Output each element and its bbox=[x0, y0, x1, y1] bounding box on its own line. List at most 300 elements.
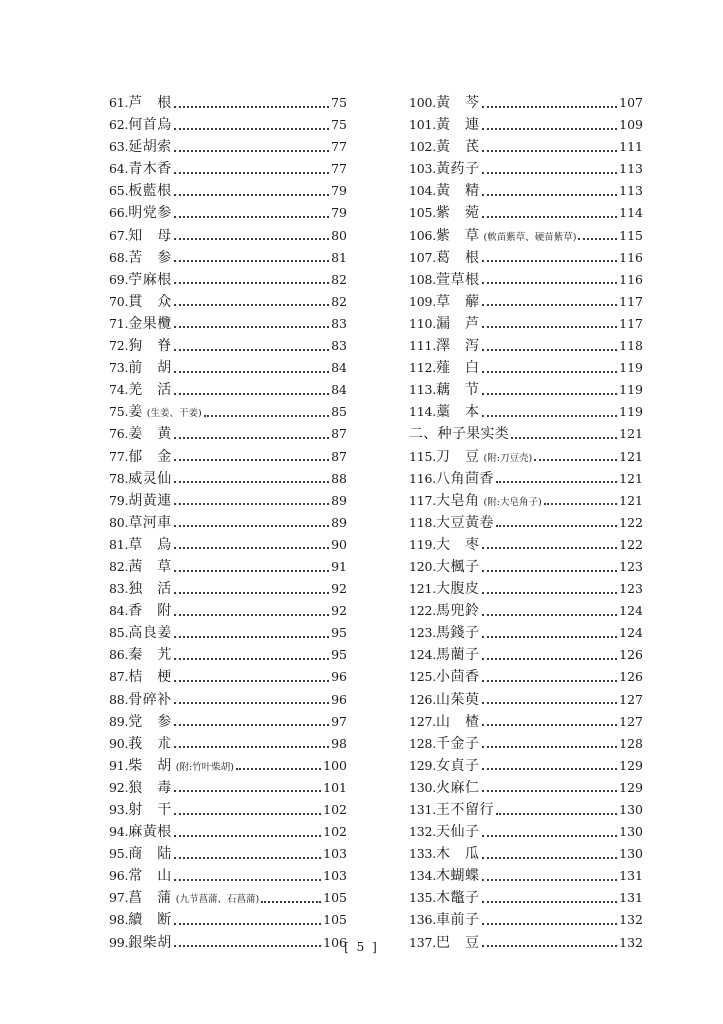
toc-entry bbox=[409, 114, 643, 136]
entry-title: 八角茴香 bbox=[436, 470, 495, 487]
toc-entry bbox=[109, 247, 347, 269]
dot-leader bbox=[482, 914, 618, 925]
dot-leader bbox=[174, 781, 321, 792]
entry-number: 137. bbox=[409, 934, 437, 950]
entry-page-number: 121 bbox=[619, 448, 643, 464]
toc-entry bbox=[409, 291, 643, 313]
entry-number: 82. bbox=[109, 558, 129, 574]
entry-title: 木 瓜 bbox=[436, 846, 480, 863]
entry-number: 129. bbox=[409, 757, 437, 773]
entry-number: 92. bbox=[109, 779, 129, 795]
entry-page-number: 96 bbox=[331, 691, 347, 707]
dot-leader bbox=[482, 715, 618, 726]
entry-title: 澤 泻 bbox=[436, 338, 480, 355]
entry-page-number: 81 bbox=[331, 249, 347, 265]
toc-entry bbox=[109, 92, 347, 114]
entry-page-number: 96 bbox=[331, 669, 347, 685]
entry-title: 郁 金 bbox=[128, 448, 172, 465]
entry-number: 118. bbox=[409, 514, 437, 530]
dot-leader bbox=[534, 450, 617, 461]
entry-page-number: 109 bbox=[619, 117, 643, 133]
entry-number: 108. bbox=[409, 271, 437, 287]
entry-title: 藕 节 bbox=[436, 382, 480, 399]
toc-entry bbox=[109, 733, 347, 755]
entry-title: 独 活 bbox=[128, 581, 172, 598]
entry-number: 115. bbox=[409, 448, 437, 464]
entry-number: 134. bbox=[409, 868, 437, 884]
entry-page-number: 107 bbox=[619, 95, 643, 110]
entry-page-number: 128 bbox=[619, 735, 643, 751]
entry-title: 胡黃連 bbox=[128, 492, 172, 509]
toc-entry bbox=[109, 644, 347, 666]
entry-number: 86. bbox=[109, 647, 129, 663]
entry-note: (附:刀豆壳) bbox=[483, 452, 533, 464]
toc-entry bbox=[409, 578, 643, 600]
entry-title: 茜 草 bbox=[128, 558, 172, 575]
entry-title: 千金子 bbox=[436, 735, 480, 752]
entry-page-number: 92 bbox=[331, 581, 347, 597]
entry-number: 76. bbox=[109, 426, 129, 442]
entry-title: 姜 黄 bbox=[128, 426, 172, 443]
entry-title: 苧麻根 bbox=[128, 271, 172, 288]
toc-entry bbox=[409, 180, 643, 202]
toc-entry bbox=[409, 887, 643, 909]
dot-leader bbox=[482, 892, 618, 903]
entry-title: 山 楂 bbox=[436, 713, 480, 730]
entry-number: 112. bbox=[409, 360, 437, 376]
dot-leader bbox=[174, 848, 321, 859]
toc-entry bbox=[109, 887, 347, 909]
entry-page-number: 100 bbox=[323, 757, 347, 773]
toc-entry bbox=[409, 843, 643, 865]
entry-title: 射 干 bbox=[128, 802, 172, 818]
entry-title: 骨碎补 bbox=[128, 691, 172, 708]
entry-page-number: 117 bbox=[619, 315, 643, 331]
entry-page-number: 119 bbox=[619, 382, 643, 398]
dot-leader bbox=[174, 340, 329, 351]
entry-page-number: 118 bbox=[619, 338, 643, 354]
toc-entry bbox=[409, 468, 643, 490]
toc-entry bbox=[109, 468, 347, 490]
entry-title: 狗 脊 bbox=[128, 338, 172, 355]
entry-title: 小茴香 bbox=[436, 669, 480, 686]
dot-leader bbox=[174, 605, 329, 616]
entry-title: 草 烏 bbox=[128, 536, 172, 553]
entry-page-number: 97 bbox=[331, 713, 347, 729]
toc-entry bbox=[109, 269, 347, 291]
entry-page-number: 102 bbox=[323, 824, 347, 840]
dot-leader bbox=[482, 759, 618, 770]
entry-title: 青木香 bbox=[128, 161, 172, 178]
toc-entry bbox=[409, 512, 643, 534]
toc-entry bbox=[409, 733, 643, 755]
entry-title: 大楓子 bbox=[436, 558, 480, 575]
entry-title: 羌 活 bbox=[128, 382, 172, 399]
entry-page-number: 111 bbox=[619, 139, 643, 155]
entry-title: 山茱萸 bbox=[436, 691, 480, 708]
entry-page-number: 116 bbox=[619, 249, 643, 265]
dot-leader bbox=[482, 561, 618, 572]
dot-leader bbox=[174, 207, 329, 218]
entry-number: 85. bbox=[109, 625, 129, 641]
entry-title: 紫 草 bbox=[436, 227, 480, 244]
toc-entry bbox=[409, 247, 643, 269]
entry-page-number: 95 bbox=[331, 647, 347, 663]
entry-page-number: 75 bbox=[331, 117, 347, 133]
entry-number: 116. bbox=[409, 470, 437, 486]
entry-title: 大 枣 bbox=[436, 536, 480, 553]
toc-entry bbox=[409, 799, 643, 821]
entry-number: 83. bbox=[109, 581, 129, 597]
toc-entry bbox=[409, 225, 643, 247]
toc-entry bbox=[409, 821, 643, 843]
entry-number: 113. bbox=[409, 382, 437, 398]
dot-leader bbox=[482, 406, 618, 417]
section-title: 二、种子果实类 bbox=[409, 426, 510, 443]
entry-page-number: 113 bbox=[619, 183, 643, 199]
entry-number: 128. bbox=[409, 735, 437, 751]
toc-entry bbox=[109, 755, 347, 777]
entry-title: 姜 bbox=[128, 404, 143, 421]
toc-entry bbox=[109, 556, 347, 578]
entry-title: 前 胡 bbox=[128, 360, 172, 377]
toc-right-column bbox=[409, 92, 643, 954]
entry-title: 香 附 bbox=[128, 603, 172, 620]
toc-entry bbox=[109, 821, 347, 843]
entry-page-number: 115 bbox=[619, 227, 643, 243]
entry-page-number: 89 bbox=[331, 492, 347, 508]
dot-leader bbox=[174, 583, 329, 594]
toc-entry bbox=[409, 534, 643, 556]
entry-number: 136. bbox=[409, 912, 437, 928]
dot-leader bbox=[174, 649, 329, 660]
entry-number: 127. bbox=[409, 713, 437, 729]
toc-entry bbox=[109, 490, 347, 512]
toc-entry bbox=[109, 379, 347, 401]
entry-page-number: 87 bbox=[331, 426, 347, 442]
entry-page-number: 130 bbox=[619, 824, 643, 840]
dot-leader bbox=[482, 693, 618, 704]
entry-page-number: 92 bbox=[331, 603, 347, 619]
dot-leader bbox=[174, 317, 329, 328]
dot-leader bbox=[174, 914, 321, 925]
toc-entry bbox=[109, 202, 347, 224]
entry-number: 103. bbox=[409, 161, 437, 177]
toc-entry bbox=[409, 158, 643, 180]
dot-leader bbox=[482, 781, 618, 792]
dot-leader bbox=[482, 97, 618, 108]
entry-note: (軟苗紫草、硬苗紫草) bbox=[483, 231, 577, 243]
dot-leader bbox=[482, 848, 618, 859]
entry-title: 黃 芩 bbox=[436, 95, 480, 111]
entry-number: 67. bbox=[109, 227, 129, 243]
dot-leader bbox=[496, 516, 617, 527]
entry-number: 69. bbox=[109, 271, 129, 287]
dot-leader bbox=[174, 251, 329, 262]
dot-leader bbox=[174, 627, 329, 638]
toc-entry bbox=[409, 269, 643, 291]
entry-title: 黃 芪 bbox=[436, 139, 480, 156]
entry-title: 大皂角 bbox=[436, 492, 480, 509]
entry-title: 黃药子 bbox=[436, 161, 480, 178]
toc-entry bbox=[109, 843, 347, 865]
entry-title: 刀 豆 bbox=[436, 448, 480, 465]
dot-leader bbox=[261, 892, 321, 903]
entry-number: 126. bbox=[409, 691, 437, 707]
entry-number: 63. bbox=[109, 139, 129, 155]
toc-entry bbox=[409, 755, 643, 777]
entry-number: 84. bbox=[109, 603, 129, 619]
entry-number: 94. bbox=[109, 824, 129, 840]
toc-entry bbox=[109, 136, 347, 158]
dot-leader bbox=[174, 737, 329, 748]
dot-leader bbox=[174, 472, 329, 483]
toc-entry bbox=[109, 180, 347, 202]
entry-number: 89. bbox=[109, 713, 129, 729]
toc-entry bbox=[109, 600, 347, 622]
entry-page-number: 119 bbox=[619, 404, 643, 420]
dot-leader bbox=[174, 450, 329, 461]
toc-entry bbox=[109, 335, 347, 357]
dot-leader bbox=[482, 737, 618, 748]
entry-page-number: 90 bbox=[331, 536, 347, 552]
entry-title: 天仙子 bbox=[436, 824, 480, 841]
entry-page-number: 89 bbox=[331, 514, 347, 530]
dot-leader bbox=[174, 273, 329, 284]
entry-page-number: 80 bbox=[331, 227, 347, 243]
toc-entry bbox=[109, 158, 347, 180]
toc-entry bbox=[109, 114, 347, 136]
dot-leader bbox=[174, 804, 321, 815]
entry-title: 常 山 bbox=[128, 868, 172, 885]
entry-number: 71. bbox=[109, 315, 129, 331]
dot-leader bbox=[174, 561, 329, 572]
toc-entry bbox=[109, 401, 347, 423]
entry-title: 苦 参 bbox=[128, 249, 172, 266]
toc-entry bbox=[409, 202, 643, 224]
toc-entry bbox=[409, 666, 643, 688]
entry-page-number: 95 bbox=[331, 625, 347, 641]
dot-leader bbox=[174, 119, 329, 130]
entry-page-number: 83 bbox=[331, 338, 347, 354]
entry-note: (附:大皂角子) bbox=[483, 496, 542, 508]
entry-number: 107. bbox=[409, 249, 437, 265]
entry-page-number: 124 bbox=[619, 625, 643, 641]
dot-leader bbox=[496, 472, 617, 483]
entry-number: 64. bbox=[109, 161, 129, 177]
entry-number: 72. bbox=[109, 338, 129, 354]
dot-leader bbox=[174, 428, 329, 439]
entry-title: 莪 朮 bbox=[128, 735, 172, 752]
entry-number: 88. bbox=[109, 691, 129, 707]
dot-leader bbox=[174, 693, 329, 704]
dot-leader bbox=[174, 671, 329, 682]
entry-number: 109. bbox=[409, 293, 437, 309]
entry-number: 96. bbox=[109, 868, 129, 884]
dot-leader bbox=[482, 627, 618, 638]
entry-page-number: 103 bbox=[323, 846, 347, 862]
entry-number: 98. bbox=[109, 912, 129, 928]
entry-title: 黃 精 bbox=[436, 183, 480, 200]
entry-page-number: 127 bbox=[619, 691, 643, 707]
dot-leader bbox=[174, 516, 329, 527]
entry-number: 97. bbox=[109, 890, 129, 906]
toc-entry bbox=[409, 600, 643, 622]
entry-number: 132. bbox=[409, 824, 437, 840]
dot-leader bbox=[482, 273, 618, 284]
entry-page-number: 91 bbox=[331, 558, 347, 574]
entry-page-number: 124 bbox=[619, 603, 643, 619]
toc-entry bbox=[109, 666, 347, 688]
entry-title: 馬兜鈴 bbox=[436, 603, 480, 620]
dot-leader bbox=[482, 163, 618, 174]
entry-number: 101. bbox=[409, 117, 437, 133]
entry-number: 75. bbox=[109, 404, 129, 420]
entry-number: 122. bbox=[409, 603, 437, 619]
entry-title: 馬藺子 bbox=[436, 647, 480, 664]
page-number: [ 5 ] bbox=[344, 940, 379, 954]
entry-note: (生姜、干姜) bbox=[146, 408, 202, 420]
dot-leader bbox=[236, 759, 321, 770]
dot-leader bbox=[482, 605, 618, 616]
dot-leader bbox=[482, 251, 618, 262]
toc-entry bbox=[409, 401, 643, 423]
toc-entry bbox=[109, 534, 347, 556]
dot-leader bbox=[544, 494, 617, 505]
entry-number: 68. bbox=[109, 249, 129, 265]
entry-page-number: 83 bbox=[331, 315, 347, 331]
entry-page-number: 84 bbox=[331, 360, 347, 376]
entry-page-number: 121 bbox=[619, 492, 643, 508]
entry-page-number: 132 bbox=[619, 912, 643, 928]
entry-title: 萱草根 bbox=[436, 271, 480, 288]
entry-title: 高良姜 bbox=[128, 625, 172, 642]
entry-page-number: 123 bbox=[619, 581, 643, 597]
entry-title: 商 陆 bbox=[128, 846, 172, 863]
entry-number: 106. bbox=[409, 227, 437, 243]
entry-number: 121. bbox=[409, 581, 437, 597]
entry-title: 秦 艽 bbox=[128, 647, 172, 664]
toc-entry bbox=[409, 909, 643, 931]
entry-title: 麻黃根 bbox=[128, 824, 172, 841]
dot-leader bbox=[174, 141, 329, 152]
entry-title: 黃 連 bbox=[436, 117, 480, 134]
entry-page-number: 98 bbox=[331, 735, 347, 751]
entry-page-number: 121 bbox=[619, 426, 643, 442]
entry-number: 79. bbox=[109, 492, 129, 508]
dot-leader bbox=[578, 229, 617, 240]
dot-leader bbox=[482, 207, 618, 218]
entry-page-number: 119 bbox=[619, 360, 643, 376]
entry-number: 62. bbox=[109, 117, 129, 133]
toc-entry bbox=[409, 556, 643, 578]
entry-number: 100. bbox=[409, 95, 437, 110]
dot-leader bbox=[482, 649, 618, 660]
toc-entry bbox=[409, 644, 643, 666]
dot-leader bbox=[174, 362, 329, 373]
entry-page-number: 106 bbox=[323, 934, 347, 950]
entry-title: 馬錢子 bbox=[436, 625, 480, 642]
dot-leader bbox=[482, 119, 618, 130]
entry-page-number: 126 bbox=[619, 669, 643, 685]
entry-page-number: 131 bbox=[619, 868, 643, 884]
toc-entry bbox=[109, 423, 347, 445]
entry-number: 80. bbox=[109, 514, 129, 530]
entry-page-number: 79 bbox=[331, 183, 347, 199]
entry-title: 貫 众 bbox=[128, 293, 172, 310]
entry-page-number: 130 bbox=[619, 802, 643, 817]
entry-page-number: 129 bbox=[619, 779, 643, 795]
entry-page-number: 117 bbox=[619, 293, 643, 309]
entry-number: 130. bbox=[409, 779, 437, 795]
entry-page-number: 102 bbox=[323, 802, 347, 817]
toc-entry bbox=[409, 379, 643, 401]
entry-title: 火麻仁 bbox=[436, 779, 480, 796]
dot-leader bbox=[482, 185, 618, 196]
entry-page-number: 77 bbox=[331, 161, 347, 177]
toc-entry bbox=[109, 689, 347, 711]
entry-number: 119. bbox=[409, 536, 437, 552]
entry-number: 90. bbox=[109, 735, 129, 751]
entry-number: 61. bbox=[109, 95, 129, 110]
entry-title: 巴 豆 bbox=[436, 934, 480, 951]
toc-entry bbox=[409, 711, 643, 733]
entry-page-number: 103 bbox=[323, 868, 347, 884]
entry-number: 95. bbox=[109, 846, 129, 862]
entry-page-number: 122 bbox=[619, 536, 643, 552]
toc-entry bbox=[409, 136, 643, 158]
entry-number: 81. bbox=[109, 536, 129, 552]
dot-leader bbox=[204, 406, 329, 417]
dot-leader bbox=[174, 185, 329, 196]
entry-page-number: 105 bbox=[323, 912, 347, 928]
entry-number: 105. bbox=[409, 205, 437, 221]
entry-title: 何首烏 bbox=[128, 117, 172, 134]
dot-leader bbox=[511, 428, 617, 439]
toc-entry bbox=[409, 335, 643, 357]
toc-entry bbox=[409, 777, 643, 799]
entry-title: 威灵仙 bbox=[128, 470, 172, 487]
entry-title: 延胡索 bbox=[128, 139, 172, 156]
entry-page-number: 123 bbox=[619, 558, 643, 574]
entry-title: 金果欖 bbox=[128, 315, 172, 332]
entry-title: 草 薢 bbox=[436, 293, 480, 310]
entry-number: 120. bbox=[409, 558, 437, 574]
toc-section-heading bbox=[409, 423, 643, 445]
toc-entry bbox=[409, 689, 643, 711]
toc-entry bbox=[409, 446, 643, 468]
entry-title: 芦 根 bbox=[128, 95, 172, 111]
entry-title: 薤 白 bbox=[436, 360, 480, 377]
entry-page-number: 114 bbox=[619, 205, 643, 221]
toc-entry bbox=[409, 622, 643, 644]
entry-page-number: 127 bbox=[619, 713, 643, 729]
entry-number: 91. bbox=[109, 757, 129, 773]
entry-number: 133. bbox=[409, 846, 437, 862]
entry-number: 78. bbox=[109, 470, 129, 486]
toc-entry bbox=[109, 357, 347, 379]
dot-leader bbox=[482, 317, 618, 328]
dot-leader bbox=[174, 826, 321, 837]
toc-entry bbox=[109, 313, 347, 335]
dot-leader bbox=[482, 384, 618, 395]
dot-leader bbox=[482, 340, 618, 351]
entry-title: 車前子 bbox=[436, 912, 480, 929]
entry-number: 104. bbox=[409, 183, 437, 199]
entry-number: 66. bbox=[109, 205, 129, 221]
entry-title: 王不留行 bbox=[436, 802, 495, 818]
entry-page-number: 85 bbox=[331, 404, 347, 420]
